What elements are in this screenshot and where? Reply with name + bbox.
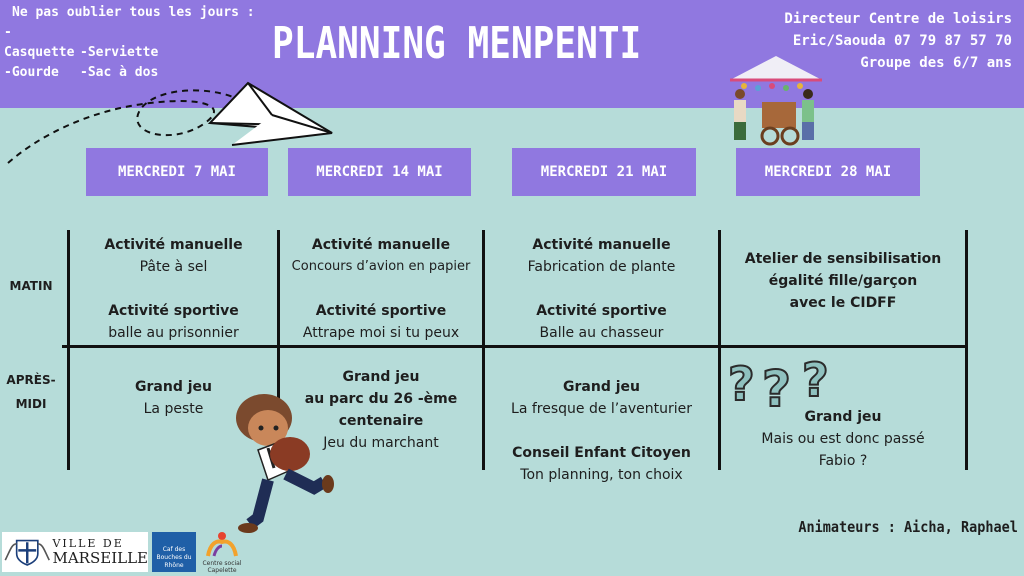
- activity-text: La peste: [143, 401, 204, 417]
- activity-title: Activité sportive: [315, 303, 447, 319]
- activity-text: Fabrication de plante: [527, 259, 676, 275]
- morning-cell: [485, 234, 718, 344]
- activity-title: Grand jeu: [135, 379, 212, 395]
- coat-of-arms-icon: [2, 532, 52, 572]
- market-stall-icon: [724, 52, 828, 148]
- activity-title: Activité manuelle: [311, 237, 451, 253]
- activity-text: Balle au chasseur: [539, 325, 664, 341]
- activity-text: Mais ou est donc passé: [761, 431, 925, 447]
- row-label-afternoon: [2, 368, 60, 416]
- activity-title: Activité manuelle: [532, 237, 671, 253]
- activity-title: au parc du 26 -ème: [304, 391, 458, 407]
- activity-text: Fabio ?: [818, 453, 868, 469]
- svg-text:?: ?: [802, 353, 829, 407]
- svg-text:?: ?: [728, 357, 755, 411]
- activity-text: Concours d’avion en papier: [291, 259, 471, 274]
- group-label: Groupe des 6/7 ans: [860, 55, 1012, 71]
- morning-cell: [70, 234, 277, 344]
- grid-divider: [62, 345, 968, 348]
- activity-title: Grand jeu: [563, 379, 640, 395]
- reminder-item: -Gourde: [4, 65, 59, 80]
- logo-text: MARSEILLE: [52, 549, 148, 567]
- activity-text: La fresque de l’aventurier: [511, 401, 692, 417]
- grid-line: [965, 230, 968, 470]
- morning-cell: [280, 234, 482, 344]
- centre-social-icon: [198, 530, 246, 558]
- director-line: Directeur Centre de loisirs: [784, 11, 1012, 27]
- running-boy-icon: [228, 388, 340, 538]
- director-phone: Eric/Saouda 07 79 87 57 70: [792, 33, 1012, 49]
- activity-text: Attrape moi si tu peux: [302, 325, 460, 341]
- reminder-item: -Serviette: [80, 45, 159, 60]
- activity-text: Jeu du marchant: [323, 435, 439, 451]
- row-label-text: MIDI: [15, 397, 47, 411]
- activity-title: Conseil Enfant Citoyen: [512, 445, 691, 461]
- activity-title: Atelier de sensibilisation: [744, 251, 942, 267]
- activity-text: balle au prisonnier: [108, 325, 239, 341]
- caf-logo: Caf des Bouches du Rhône: [152, 532, 196, 572]
- activity-title: Activité manuelle: [104, 237, 243, 253]
- activity-title: Activité sportive: [108, 303, 239, 319]
- date-header: MERCREDI 28 MAI: [736, 148, 920, 196]
- activity-text: Pâte à sel: [139, 259, 208, 275]
- date-header: MERCREDI 7 MAI: [86, 148, 268, 196]
- activity-title: Grand jeu: [804, 409, 882, 425]
- activity-text: Ton planning, ton choix: [520, 467, 683, 483]
- reminder-item: -Casquette: [4, 25, 75, 60]
- svg-text:?: ?: [762, 360, 792, 418]
- activity-title: Grand jeu: [342, 369, 420, 385]
- reminder-item: -Sac à dos: [80, 65, 159, 80]
- page-title: PLANNING MENPENTI: [272, 18, 642, 69]
- animators-label: Animateurs : Aicha, Raphael: [798, 518, 1018, 536]
- date-header: MERCREDI 14 MAI: [288, 148, 471, 196]
- reminder-title: Ne pas oublier tous les jours :: [12, 5, 255, 20]
- afternoon-cell: [485, 376, 718, 486]
- logo-text: Centre social Capelette: [202, 560, 242, 574]
- activity-title: avec le CIDFF: [789, 295, 897, 311]
- centre-social-logo: [198, 530, 246, 574]
- activity-title: centenaire: [338, 413, 424, 429]
- question-marks-icon: [728, 352, 844, 422]
- reminder-box: [4, 3, 255, 83]
- morning-cell: [721, 248, 965, 314]
- row-label-text: APRÈS-: [6, 373, 56, 387]
- activity-title: égalité fille/garçon: [768, 273, 918, 289]
- row-label-morning: MATIN: [9, 279, 53, 293]
- activity-title: Activité sportive: [536, 303, 667, 319]
- logo-text: VILLE DE: [52, 537, 124, 550]
- marseille-logo: [2, 532, 148, 572]
- date-header: MERCREDI 21 MAI: [512, 148, 696, 196]
